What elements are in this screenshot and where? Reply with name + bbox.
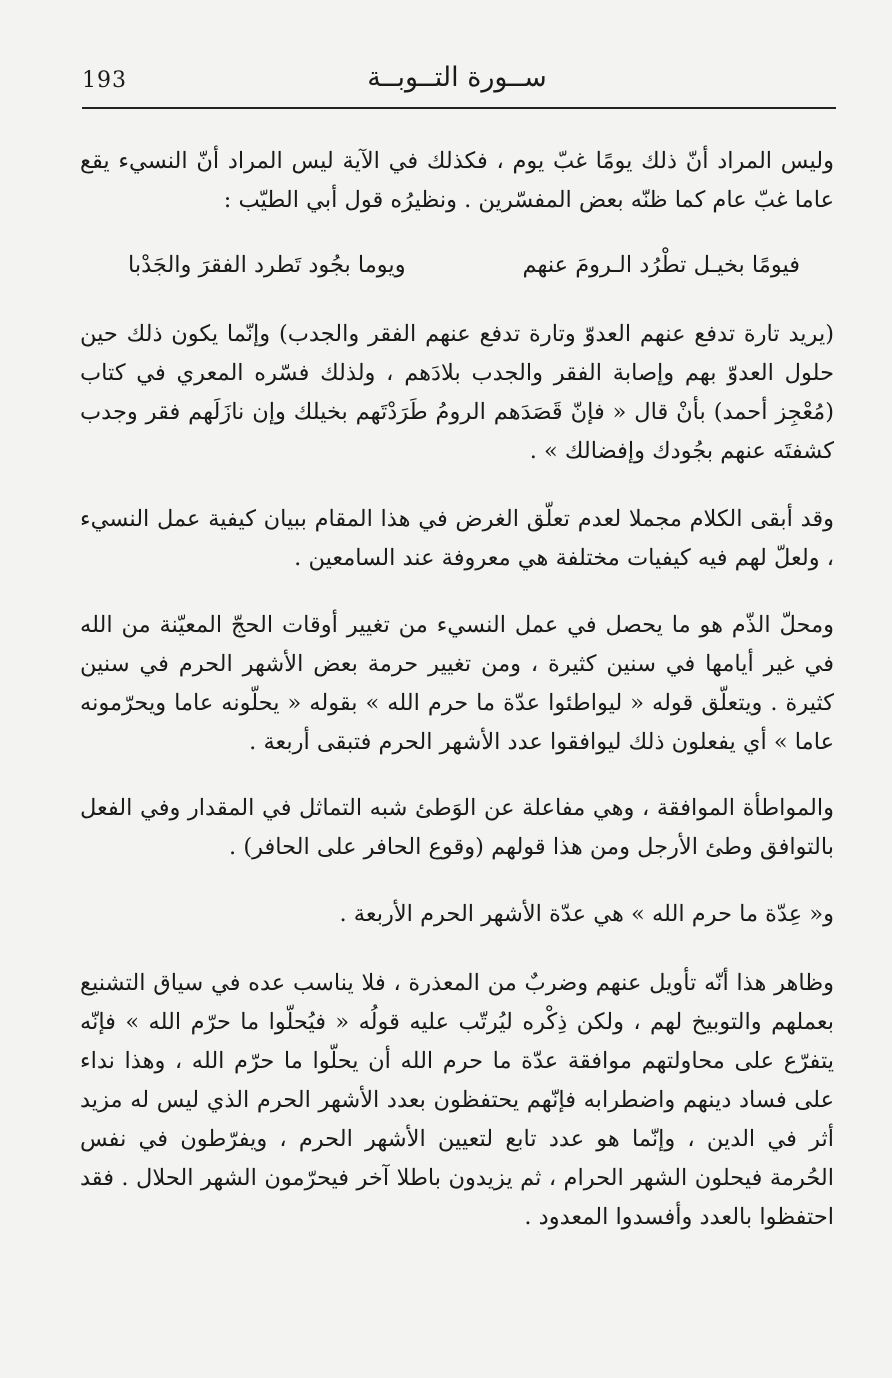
paragraph-4: ومحلّ الذّم هو ما يحصل في عمل النسيء من تغيير أوقات الحجّ المعيّنة من الله في غير أيامها في سنين كثيرة ، ومن تغيير حرمة بعض الأشهر الحرم في سنين كثيرة . ويتعلّق قوله « ليواطئوا عدّة ما حرم الله » بقوله « يحلّونه عاما ويحرّمونه عاما » أي يفعلون ذلك ليوافقوا عدد الأشهر الحرم فتبقى أربعة .	[80, 612, 834, 755]
page-header	[82, 62, 832, 106]
verse-first-hemistich: فيومًا بخيـل تطْرُد الـرومَ عنهم	[522, 252, 800, 278]
paragraph-7: وظاهر هذا أنّه تأويل عنهم وضربٌ من المعذرة ، فلا يناسب عده في سياق التشنيع بعملهم والتوبيخ لهم ، ولكن ذِكْره ليُرتّب عليه قولُه « فيُحلّوا ما حرّم الله » فإنّه يتفرّع على محاولتهم موافقة عدّة ما حرم الله أن يحلّوا ما حرّم الله ، وهذا نداء على فساد دينهم واضطرابه فإنّهم يحتفظون بعدد الأشهر الحرم الذي ليس له مزيد أثر في الدين ، وإنّما هو عدد تابع لتعيين الأشهر الحرم ، ويفرّطون في نفس الحُرمة فيحلون الشهر الحرام ، ثم يزيدون باطلا آخر فيحرّمون الشهر الحلال . فقد احتفظوا بالعدد وأفسدوا المعدود .	[80, 970, 834, 1230]
paragraph-6: و« عِدّة ما حرم الله » هي عدّة الأشهر الحرم الأربعة .	[339, 901, 834, 927]
verse-second-hemistich: ويوما بجُود تَطرد الفقرَ والجَدْبا	[128, 252, 406, 278]
header-divider	[82, 107, 836, 109]
paragraph-2: (يريد تارة تدفع عنهم العدوّ وتارة تدفع عنهم الفقر والجدب) وإنّما يكون ذلك حين حلول العدوّ بهم وإصابة الفقر والجدب بلادَهم ، ولذلك فسّره المعري في كتاب (مُعْجِز أحمد) بأنْ قال « فإنّ قَصَدَهم الرومُ طَرَدْتَهم بخيلك وإن نازَلَهم فقر وجدب كشفتَه عنهم بجُودك وإفضالك » .	[80, 321, 834, 464]
paragraph-3: وقد أبقى الكلام مجملا لعدم تعلّق الغرض في هذا المقام ببيان كيفية عمل النسيء ، ولعلّ لهم فيه كيفيات مختلفة هي معروفة عند السامعين .	[80, 506, 834, 571]
running-title: ســورة التــوبــة	[367, 62, 547, 93]
poetry-verse	[128, 246, 800, 286]
paragraph-1: وليس المراد أنّ ذلك يومًا غبّ يوم ، فكذلك في الآية ليس المراد أنّ النسيء يقع عاما غبّ عام كما ظنّه بعض المفسّرين . ونظيرُه قول أبي الطيّب :	[80, 148, 834, 213]
paragraph-5: والمواطأة الموافقة ، وهي مفاعلة عن الوَطئ شبه التماثل في المقدار وفي الفعل بالتوافق وطئ الأرجل ومن هذا قولهم (وقوع الحافر على الحافر) .	[80, 795, 834, 860]
page-number: 193	[82, 68, 127, 93]
